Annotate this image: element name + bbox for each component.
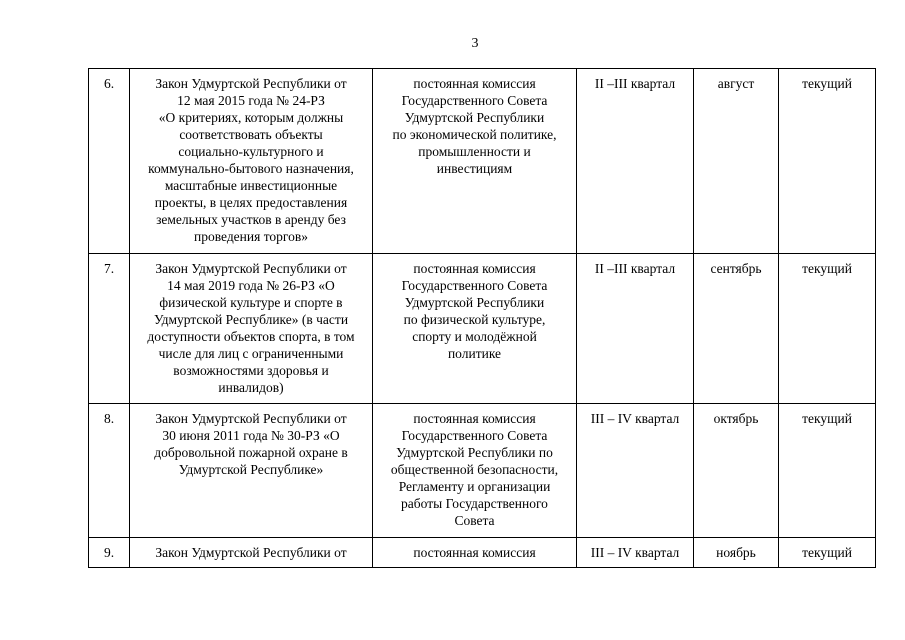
table-row — [89, 404, 876, 538]
row-number-cell: 9. — [89, 538, 130, 568]
committee-cell-line: Государственного Совета — [401, 428, 548, 443]
law-title-cell — [130, 538, 373, 568]
month-cell: сентябрь — [694, 254, 779, 404]
committee-cell-line: Государственного Совета — [401, 278, 548, 293]
law-title-cell-line: Закон Удмуртской Республики от — [155, 411, 347, 426]
row-number-cell: 7. — [89, 254, 130, 404]
quarter-cell: II –III квартал — [577, 69, 694, 254]
committee-cell-line: спорту и молодёжной — [412, 329, 537, 344]
law-title-cell-line: добровольной пожарной охране в — [154, 445, 348, 460]
law-title-cell-line: Закон Удмуртской Республики от — [155, 545, 347, 560]
law-title-cell-line: Закон Удмуртской Республики от — [155, 76, 347, 91]
page-number: 3 — [471, 36, 479, 51]
committee-cell-line: постоянная комиссия — [413, 411, 536, 426]
row-number-cell: 8. — [89, 404, 130, 538]
law-title-cell-line: 14 мая 2019 года № 26-РЗ «О — [167, 278, 335, 293]
status-cell: текущий — [779, 538, 876, 568]
status-cell: текущий — [779, 69, 876, 254]
law-title-cell-line: «О критериях, которым должны — [158, 110, 344, 125]
committee-cell-line: по физической культуре, — [403, 312, 546, 327]
law-title-cell — [130, 69, 373, 254]
committee-cell-line: постоянная комиссия — [413, 261, 536, 276]
committee-cell-line: Удмуртской Республики — [404, 110, 545, 125]
committee-cell-line: Регламенту и организации — [398, 479, 551, 494]
quarter-cell: III – IV квартал — [577, 538, 694, 568]
law-title-cell-line: социально-культурного и — [178, 144, 324, 159]
committee-cell-line: политике — [447, 346, 502, 361]
law-title-cell — [130, 254, 373, 404]
law-title-cell-line: проведения торгов» — [193, 229, 309, 244]
committee-cell — [373, 538, 577, 568]
status-cell: текущий — [779, 254, 876, 404]
law-title-cell-line: Закон Удмуртской Республики от — [155, 261, 347, 276]
law-title-cell-line: доступности объектов спорта, в том — [147, 329, 355, 344]
law-title-cell-line: 12 мая 2015 года № 24-РЗ — [177, 93, 325, 108]
table-body — [89, 69, 876, 568]
committee-cell-line: Совета — [454, 513, 495, 528]
law-title-cell-line: коммунально-бытового назначения, — [148, 161, 354, 176]
law-title-cell-line: соответствовать объекты — [179, 127, 323, 142]
committee-cell-line: общественной безопасности, — [390, 462, 559, 477]
law-title-cell-line: числе для лиц с ограниченными — [158, 346, 344, 361]
law-title-cell-line: инвалидов) — [218, 380, 284, 395]
month-cell: август — [694, 69, 779, 254]
committee-cell — [373, 254, 577, 404]
month-cell: ноябрь — [694, 538, 779, 568]
law-title-cell-line: 30 июня 2011 года № 30-РЗ «О — [162, 428, 340, 443]
law-title-cell-line: Удмуртской Республике» (в части — [153, 312, 349, 327]
law-title-cell-line: масштабные инвестиционные — [164, 178, 338, 193]
law-title-cell-line: земельных участков в аренду без — [156, 212, 346, 227]
committee-cell-line: промышленности и — [418, 144, 531, 159]
table-row — [89, 69, 876, 254]
law-title-cell-line: физической культуре и спорте в — [159, 295, 343, 310]
month-cell: октябрь — [694, 404, 779, 538]
committee-cell-line: по экономической политике, — [392, 127, 557, 142]
plan-table — [88, 68, 876, 568]
committee-cell-line: Государственного Совета — [401, 93, 548, 108]
law-title-cell-line: Удмуртской Республике» — [178, 462, 324, 477]
row-number-cell: 6. — [89, 69, 130, 254]
table-row — [89, 254, 876, 404]
committee-cell-line: Удмуртской Республики по — [396, 445, 553, 460]
committee-cell — [373, 69, 577, 254]
committee-cell-line: работы Государственного — [401, 496, 548, 511]
committee-cell-line: инвестициям — [436, 161, 513, 176]
committee-cell-line: постоянная комиссия — [413, 545, 536, 560]
committee-cell-line: постоянная комиссия — [413, 76, 536, 91]
committee-cell-line: Удмуртской Республики — [404, 295, 545, 310]
quarter-cell: III – IV квартал — [577, 404, 694, 538]
committee-cell — [373, 404, 577, 538]
law-title-cell-line: возможностями здоровья и — [173, 363, 329, 378]
status-cell: текущий — [779, 404, 876, 538]
table-row — [89, 538, 876, 568]
quarter-cell: II –III квартал — [577, 254, 694, 404]
law-title-cell — [130, 404, 373, 538]
law-title-cell-line: проекты, в целях предоставления — [154, 195, 348, 210]
